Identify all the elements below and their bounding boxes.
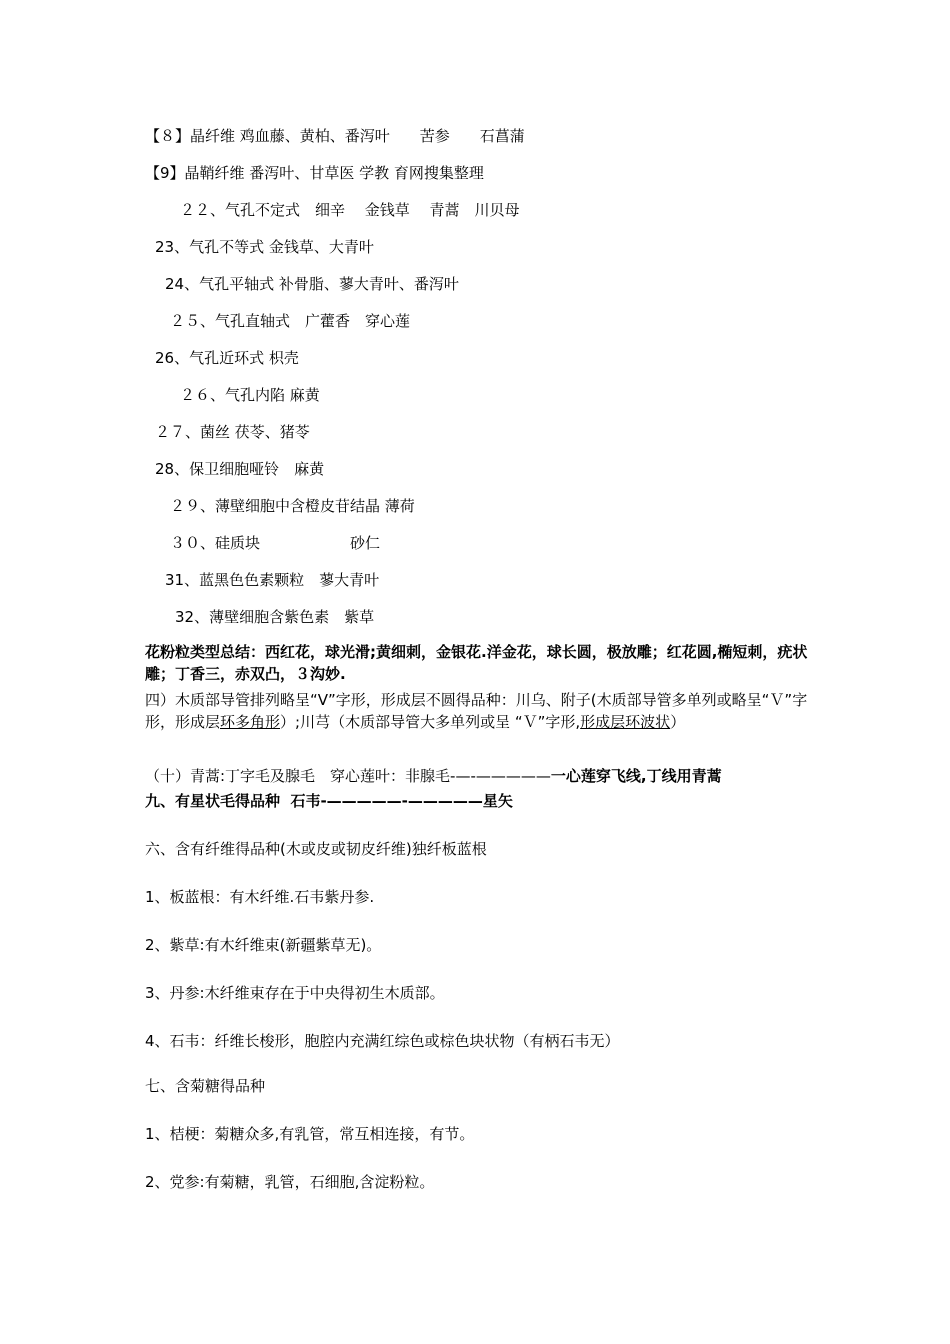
text-line-stomata-anisocytic: 23、气孔不等式 金钱草、大青叶: [155, 238, 374, 256]
section-fibers-heading: 六、含有纤维得品种(木或皮或韧皮纤维)独纤板蓝根: [145, 840, 487, 858]
section-inulin-heading: 七、含菊糖得品种: [145, 1077, 266, 1095]
xylem-paragraph: [145, 689, 810, 733]
text-line-stomata-paracytic: 24、气孔平轴式 补骨脂、蓼大青叶、番泻叶: [165, 275, 459, 293]
text-line-crystal-fiber: 【８】晶纤维 鸡血藤、黄柏、番泻叶 苦参 石菖蒲: [145, 127, 525, 145]
xylem-text-d-underlined: 形成层环波状: [580, 713, 671, 731]
text-line-blue-black-pigment: 31、蓝黑色色素颗粒 蓼大青叶: [165, 571, 380, 589]
fiber-item-banlangen: 1、板蓝根：有木纤维.石韦紫丹参.: [145, 888, 375, 906]
text-line-stomata-sunken: ２６、气孔内陷 麻黄: [180, 386, 320, 404]
fiber-item-shiwei: 4、石韦：纤维长梭形，胞腔内充满红综色或棕色块状物（有柄石韦无）: [145, 1032, 620, 1050]
xylem-text-a: 四）木质部导管排列略呈“V”字形，形成层不圆得品种：川乌、附子(木质部导管多单列或略呈“Ｖ”字形，形成层: [145, 691, 808, 731]
qinghao-bold-text: 一心莲穿飞线,丁线用青蒿: [550, 767, 722, 785]
xylem-text-b-underlined: 环多角形: [220, 713, 281, 731]
section-stellate-hairs: 九、有星状毛得品种 石韦-—————-—————星矢: [145, 792, 513, 810]
text-line-crystal-sheath-fiber: 【9】晶鞘纤维 番泻叶、甘草医 学教 育网搜集整理: [145, 164, 484, 182]
text-line-stomata-anomocytic: ２２、气孔不定式 细辛 金钱草 青蒿 川贝母: [180, 201, 520, 219]
text-line-stomata-cyclocytic: 26、气孔近环式 枳壳: [155, 349, 299, 367]
qinghao-normal-text: （十）青蒿:丁字毛及腺毛 穿心莲叶：非腺毛-—-—————: [145, 767, 551, 785]
text-line-silica-body: ３０、硅质块 砂仁: [170, 534, 381, 552]
inulin-item-jiegeng: 1、桔梗：菊糖众多,有乳管，常互相连接，有节。: [145, 1125, 475, 1143]
pollen-summary: 花粉粒类型总结：西红花，球光滑;黄细刺，金银花.洋金花，球长圆，极放雕；红花圆,椭短刺，疣状雕；丁香三，赤双凸，３沟妙.: [145, 643, 808, 683]
xylem-text-e: ）: [670, 713, 686, 731]
text-line-hyphae: ２７、菌丝 茯苓、猪苓: [155, 423, 310, 441]
text-line-stomata-diacytic: ２５、气孔直轴式 广藿香 穿心莲: [170, 312, 411, 330]
text-line-hesperidin-crystal: ２９、薄壁细胞中含橙皮苷结晶 薄荷: [170, 497, 415, 515]
qinghao-line: [145, 766, 722, 786]
fiber-item-zicao: 2、紫草:有木纤维束(新疆紫草无)。: [145, 936, 382, 954]
fiber-item-danshen: 3、丹参:木纤维束存在于中央得初生木质部。: [145, 984, 445, 1002]
text-line-guard-cell: 28、保卫细胞哑铃 麻黄: [155, 460, 325, 478]
inulin-item-dangshen: 2、党参:有菊糖，乳管，石细胞,含淀粉粒。: [145, 1173, 435, 1191]
text-line-purple-pigment: 32、薄壁细胞含紫色素 紫草: [175, 608, 375, 626]
xylem-text-c: ）;川芎（木质部导管大多单列或呈 “Ｖ”字形,: [280, 713, 581, 731]
